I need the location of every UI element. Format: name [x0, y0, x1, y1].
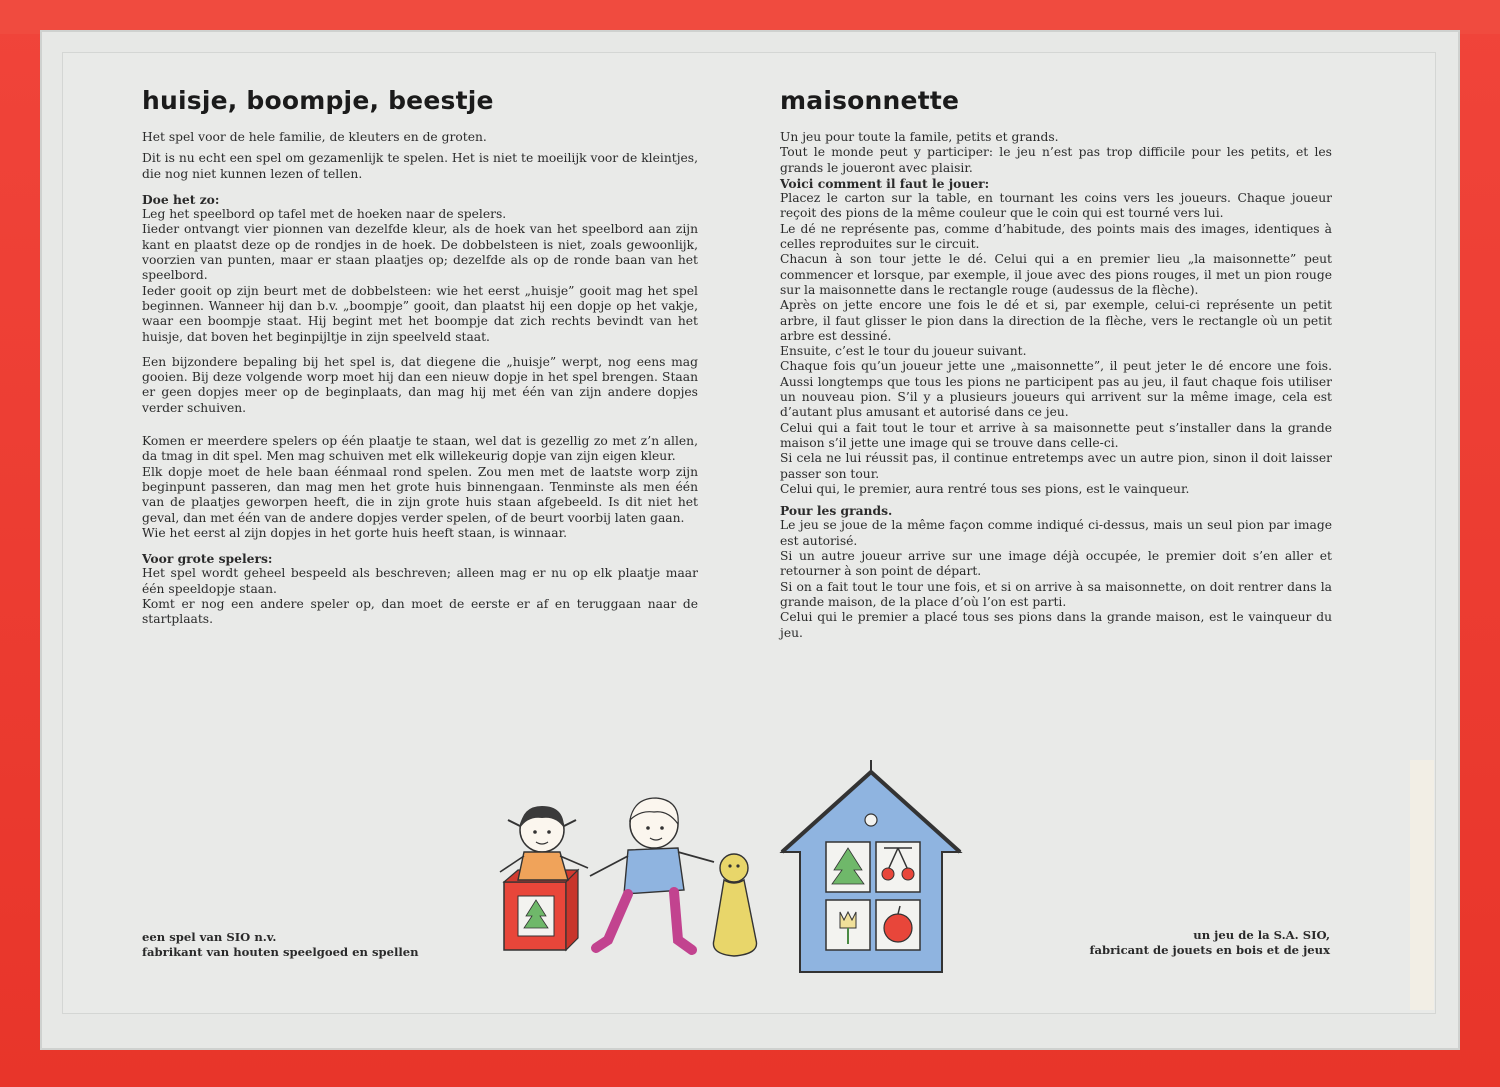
section-heading: Voici comment il faut le jouer: — [780, 175, 990, 191]
boy-legs — [596, 892, 692, 950]
girl-figure — [500, 806, 588, 880]
paragraph: Celui qui le premier a placé tous ses pions dans la grande maison, est le vainqueur du jeu. — [780, 610, 1332, 640]
children-illustration — [478, 790, 778, 970]
tape-strip — [1410, 760, 1434, 1010]
round-window — [865, 814, 877, 826]
paragraph: Ensuite, c’est le tour du joueur suivant. — [780, 344, 1027, 359]
paragraph: Wie het eerst al zijn dopjes in het gorte huis heeft staan, is winnaar. — [142, 525, 568, 540]
paragraph: Komen er meerdere spelers op één plaatje te staan, wel dat is gezellig zo met z’n allen, da tmag in dit spel. Men mag schuiven met elk willekeurig dopje van zijn eigen kleur. — [142, 434, 698, 464]
footer-line: fabricant de jouets en bois et de jeux — [1089, 943, 1330, 957]
paragraph: Het spel wordt geheel bespeeld als beschreven; alleen mag er nu op elk plaatje maar één speeldopje staan. — [142, 566, 698, 596]
house-body — [782, 772, 960, 972]
paragraph: Le jeu se joue de la même façon comme indiqué ci-dessus, mais un seul pion par image est autorisé. — [780, 518, 1332, 548]
footer-line: fabrikant van houten speelgoed en spellen — [142, 945, 419, 959]
paragraph: Dit is nu echt een spel om gezamenlijk te spelen. Het is niet te moeilijk voor de kleintjes, die nog niet kunnen lezen of tellen. — [142, 151, 698, 181]
paragraph: Si on a fait tout le tour une fois, et si on arrive à sa maisonnette, on doit rentrer dans la grande maison, de la place d’où l’on est parti. — [780, 579, 1332, 609]
paragraph: Un jeu pour toute la famile, petits et grands. — [780, 130, 1059, 144]
die-illustration — [504, 870, 578, 950]
section-heading: Pour les grands. — [780, 503, 893, 519]
paragraph: Celui qui a fait tout le tour et arrive à sa maisonnette peut s’installer dans la grande maison s’il jette une image qui se trouve dans celle-ci. — [780, 420, 1332, 450]
die-side — [566, 870, 578, 950]
footer-line: een spel van SIO n.v. — [142, 930, 277, 944]
title-dutch: huisje, boompje, beestje — [142, 86, 494, 115]
footer-dutch — [142, 930, 419, 960]
box-rim — [0, 0, 1500, 34]
apple-icon — [884, 914, 912, 942]
title-french: maisonnette — [780, 86, 960, 115]
paragraph: Le dé ne représente pas, comme d’habitude, des points mais des images, identiques à celles reproduites sur le circuit. — [780, 221, 1332, 252]
paragraph: Si un autre joueur arrive sur une image déjà occupée, le premier doit s’en aller et retourner à son point de départ. — [780, 549, 1332, 579]
paragraph: Celui qui, le premier, aura rentré tous ses pions, est le vainqueur. — [780, 481, 1190, 496]
footer-line: un jeu de la S.A. SIO, — [1193, 928, 1330, 942]
instructions-dutch — [142, 130, 698, 628]
paragraph: Chacun à son tour jette le dé. Celui qui a en premier lieu „la maisonnette” peut commencer et lorsque, par exemple, il joue avec des pions rouges, il met un pion rouge sur la maisonnette dans le rectangle rouge (audessus de la flèche). — [780, 252, 1332, 297]
paragraph: Après on jette encore une fois le dé et si, par exemple, celui-ci représente un petit arbre, il faut glisser le pion dans la direction de la flèche, vers le rectangle où un petit arbre est dessiné. — [780, 298, 1332, 343]
paragraph: Komt er nog een andere speler op, dan moet de eerste er af en teruggaan naar de startplaats. — [142, 597, 698, 627]
paragraph: Tout le monde peut y participer: le jeu n’est pas trop difficile pour les petits, et les grands le joueront avec plaisir. — [780, 145, 1332, 175]
paragraph: Elk dopje moet de hele baan éénmaal rond spelen. Zou men met de laatste worp zijn beginpunt passeren, dan mag men het grote huis binnengaan. Tenminste als men één van de plaatjes geworpen heeft, die in zijn grote huis staan afgebeeld. Is dit niet het geval, dan met één van de andere dopjes verder spelen, of de beurt voorbij laten gaan. — [142, 464, 698, 525]
paragraph: Leg het speelbord op tafel met de hoeken naar de spelers. — [142, 207, 507, 222]
pawn-illustration — [713, 854, 756, 956]
house-illustration — [776, 752, 966, 982]
pawn-body — [713, 880, 756, 956]
section-heading: Voor grote spelers: — [142, 551, 273, 567]
boy-figure — [590, 798, 714, 950]
paragraph: Placez le carton sur la table, en tournant les coins vers les joueurs. Chaque joueur reçoit des pions de la même couleur que le coin qui est tourné vers lui. — [780, 191, 1332, 221]
paragraph: Een bijzondere bepaling bij het spel is, dat diegene die „huisje” werpt, nog eens mag gooien. Bij deze volgende worp moet hij dan een nieuw dopje in het spel brengen. Staan er geen dopjes meer op de beginplaats, dan mag hij met één van zijn andere dopjes verder schuiven. — [142, 354, 698, 415]
paragraph: Het spel voor de hele familie, de kleuters en de groten. — [142, 130, 487, 144]
paragraph: Chaque fois qu’un joueur jette une „maisonnette”, il peut jeter le dé encore une fois. Aussi longtemps que tous les pions ne participent pas au jeu, il faut chaque fois utiliser un nouveau pion. S’il y a plusieurs joueurs qui arrivent sur la même image, cela est d’autant plus amusant et autorisé dans ce jeu. — [780, 359, 1332, 420]
boy-jacket — [624, 848, 684, 894]
instructions-french — [780, 130, 1332, 641]
paragraph: Ieder gooit op zijn beurt met de dobbelsteen: wie het eerst „huisje” gooit mag het spel beginnen. Wanneer hij dan b.v. „boompje” gooit, dan plaatst hij een dopje op het vakje, waar een boompje staat. Hij begint met het boompje dat zich rechts bevindt van het huisje, dat boven het beginpijltje in zijn speelveld staat. — [142, 283, 698, 344]
footer-french — [1030, 928, 1330, 958]
section-heading: Doe het zo: — [142, 191, 220, 207]
paragraph: Si cela ne lui réussit pas, il continue entretemps avec un autre pion, sinon il doit laisser passer son tour. — [780, 451, 1332, 481]
paragraph: Iieder ontvangt vier pionnen van dezelfde kleur, als de hoek van het speelbord aan zijn kant en plaatst deze op de rondjes in de hoek. De dobbelsteen is niet, zoals gewoonlijk, voorzien van punten, maar er staan plaatjes op; dezelfde als op de ronde baan van het speelbord. — [142, 222, 698, 283]
